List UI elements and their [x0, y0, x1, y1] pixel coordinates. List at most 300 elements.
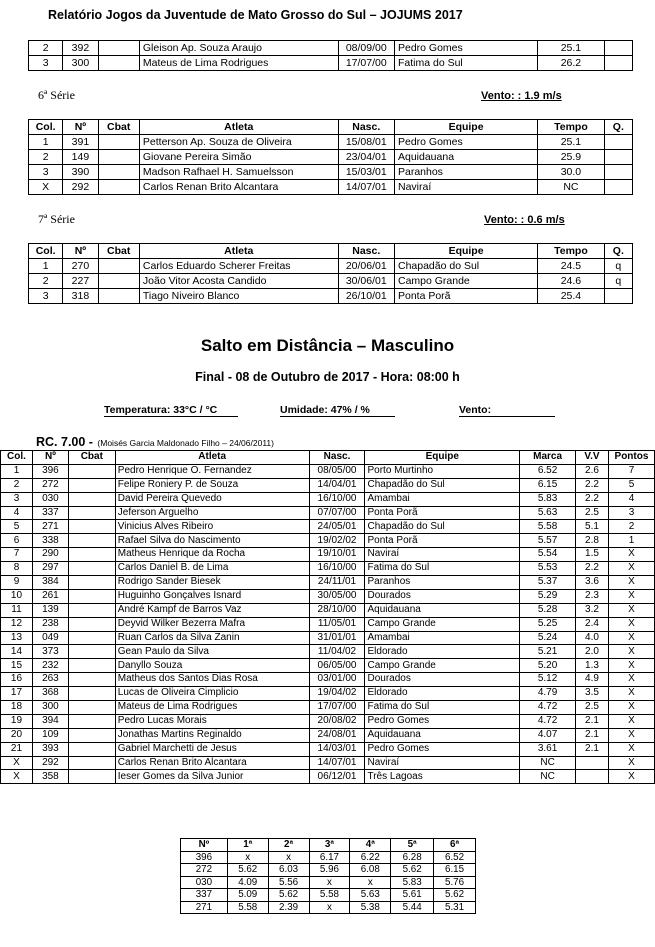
cell-team: Paranhos: [365, 576, 520, 590]
table-row: [29, 56, 633, 71]
cell-attempt: x: [227, 851, 268, 864]
column-header: Cbat: [98, 244, 139, 259]
cell-mark: 5.58: [520, 520, 576, 534]
column-header: Equipe: [394, 244, 537, 259]
cell-cbat: [68, 770, 115, 784]
cell-attempt: 5.61: [391, 889, 434, 902]
cell-nasc: 19/02/02: [309, 534, 365, 548]
cell-num: 338: [32, 534, 68, 548]
cell-nasc: 03/01/00: [309, 673, 365, 687]
cell-pts: 2: [608, 520, 654, 534]
cell-num: 393: [32, 742, 68, 756]
cell-time: 25.1: [538, 41, 605, 56]
cell-wind: 2.4: [576, 617, 609, 631]
table-row: [29, 41, 633, 56]
top-table: [28, 40, 633, 71]
cell-name: Gleison Ap. Souza Araujo: [139, 41, 338, 56]
cell-attempt: 5.62: [391, 864, 434, 877]
cell-col: 13: [1, 631, 33, 645]
cell-team: Chapadão do Sul: [394, 259, 537, 274]
cell-pts: X: [608, 576, 654, 590]
cell-mark: NC: [520, 770, 576, 784]
cell-num: 292: [32, 756, 68, 770]
cell-cbat: [98, 180, 139, 195]
cell-num: 109: [32, 728, 68, 742]
cell-mark: 5.21: [520, 645, 576, 659]
cell-cbat: [68, 534, 115, 548]
cell-team: Naviraí: [365, 548, 520, 562]
cell-col: 18: [1, 701, 33, 715]
cell-nasc: 14/04/01: [309, 478, 365, 492]
cell-col: 2: [29, 41, 63, 56]
cell-pts: X: [608, 714, 654, 728]
column-header: Nasc.: [309, 451, 365, 465]
cell-wind: 2.1: [576, 714, 609, 728]
cell-wind: 2.5: [576, 701, 609, 715]
cell-attempt: 5.62: [434, 889, 476, 902]
cell-mark: 5.20: [520, 659, 576, 673]
cell-cbat: [68, 506, 115, 520]
cell-num: 232: [32, 659, 68, 673]
cell-wind: 2.3: [576, 589, 609, 603]
cell-wind: 3.5: [576, 687, 609, 701]
cell-name: Carlos Renan Brito Alcantara: [139, 180, 338, 195]
cell-mark: 5.57: [520, 534, 576, 548]
attempt-row: [181, 901, 476, 914]
series6-label: 6ª Série: [38, 88, 75, 102]
column-header: Cbat: [68, 451, 115, 465]
cell-nasc: 28/10/00: [309, 603, 365, 617]
cell-cbat: [68, 687, 115, 701]
cell-team: Aquidauana: [365, 603, 520, 617]
cell-pts: X: [608, 742, 654, 756]
cell-name: Lucas de Oliveira Cimplicio: [115, 687, 309, 701]
cell-team: Eldorado: [365, 645, 520, 659]
result-row: [1, 728, 655, 742]
cell-nasc: 06/05/00: [309, 659, 365, 673]
column-header: Pontos: [608, 451, 654, 465]
cell-team: Campo Grande: [365, 617, 520, 631]
cell-col: 21: [1, 742, 33, 756]
event-wind: Vento:: [459, 404, 555, 417]
cell-col: 1: [29, 135, 63, 150]
result-row: [1, 603, 655, 617]
cell-col: 7: [1, 548, 33, 562]
cell-team: Aquidauana: [365, 728, 520, 742]
cell-col: 14: [1, 645, 33, 659]
cell-num: 337: [32, 506, 68, 520]
result-row: [1, 714, 655, 728]
column-header: Nasc.: [338, 244, 394, 259]
cell-cbat: [98, 41, 139, 56]
cell-name: Danyllo Souza: [115, 659, 309, 673]
cell-mark: 5.29: [520, 589, 576, 603]
cell-mark: 6.52: [520, 464, 576, 478]
cell-pts: 5: [608, 478, 654, 492]
cell-nasc: 20/06/01: [338, 259, 394, 274]
cell-nasc: 17/07/00: [338, 56, 394, 71]
cell-cbat: [68, 478, 115, 492]
cell-num: 392: [63, 41, 98, 56]
cell-pts: X: [608, 548, 654, 562]
result-row: [1, 464, 655, 478]
cell-num: 030: [181, 876, 228, 889]
humidity: Umidade: 47% / %: [280, 404, 395, 417]
cell-wind: 2.5: [576, 506, 609, 520]
cell-cbat: [68, 701, 115, 715]
cell-nasc: 30/06/01: [338, 274, 394, 289]
cell-team: Fatima do Sul: [394, 56, 537, 71]
cell-team: Pedro Gomes: [394, 41, 537, 56]
cell-time: 26.2: [538, 56, 605, 71]
cell-nasc: 11/05/01: [309, 617, 365, 631]
cell-name: Gean Paulo da Silva: [115, 645, 309, 659]
cell-mark: 5.25: [520, 617, 576, 631]
cell-name: David Pereira Quevedo: [115, 492, 309, 506]
cell-cbat: [68, 520, 115, 534]
cell-cbat: [98, 56, 139, 71]
cell-team: Campo Grande: [365, 659, 520, 673]
cell-mark: 4.07: [520, 728, 576, 742]
cell-pts: X: [608, 589, 654, 603]
cell-team: Amambai: [365, 492, 520, 506]
cell-nasc: 08/05/00: [309, 464, 365, 478]
cell-num: 394: [32, 714, 68, 728]
cell-col: X: [29, 180, 63, 195]
result-row: [1, 589, 655, 603]
result-row: [1, 701, 655, 715]
event-title: Salto em Distância – Masculino: [200, 336, 455, 355]
cell-col: 12: [1, 617, 33, 631]
attempt-row: [181, 864, 476, 877]
cell-nasc: 14/07/01: [338, 180, 394, 195]
cell-pts: 7: [608, 464, 654, 478]
cell-wind: 2.2: [576, 562, 609, 576]
cell-col: 17: [1, 687, 33, 701]
cell-col: X: [1, 756, 33, 770]
cell-col: 15: [1, 659, 33, 673]
cell-col: 2: [29, 150, 63, 165]
cell-attempt: 5.83: [391, 876, 434, 889]
cell-num: 271: [32, 520, 68, 534]
column-header: Col.: [1, 451, 33, 465]
result-row: [1, 631, 655, 645]
cell-pts: X: [608, 631, 654, 645]
cell-cbat: [68, 562, 115, 576]
cell-cbat: [68, 492, 115, 506]
cell-team: Pedro Gomes: [394, 135, 537, 150]
cell-nasc: 17/07/00: [309, 701, 365, 715]
cell-col: 8: [1, 562, 33, 576]
cell-pts: X: [608, 756, 654, 770]
cell-wind: 2.2: [576, 478, 609, 492]
cell-col: 6: [1, 534, 33, 548]
series7-table: [28, 243, 633, 304]
cell-name: Ruan Carlos da Silva Zanin: [115, 631, 309, 645]
results-table: [0, 450, 655, 784]
cell-wind: 2.0: [576, 645, 609, 659]
cell-cbat: [98, 135, 139, 150]
attempt-row: [181, 876, 476, 889]
cell-attempt: 6.03: [268, 864, 309, 877]
cell-time: 24.6: [538, 274, 605, 289]
result-row: [1, 673, 655, 687]
column-header: Col.: [29, 244, 63, 259]
cell-name: Pedro Henrique O. Fernandez: [115, 464, 309, 478]
cell-col: 20: [1, 728, 33, 742]
cell-num: 390: [63, 165, 98, 180]
cell-team: Chapadão do Sul: [365, 520, 520, 534]
cell-cbat: [98, 259, 139, 274]
cell-name: Carlos Daniel B. de Lima: [115, 562, 309, 576]
cell-name: Matheus Henrique da Rocha: [115, 548, 309, 562]
cell-nasc: 19/10/01: [309, 548, 365, 562]
cell-name: Jeferson Arguelho: [115, 506, 309, 520]
cell-num: 030: [32, 492, 68, 506]
cell-col: 9: [1, 576, 33, 590]
column-header: 2ª: [268, 839, 309, 852]
cell-num: 391: [63, 135, 98, 150]
cell-wind: 2.1: [576, 728, 609, 742]
result-row: [1, 492, 655, 506]
cell-wind: 1.3: [576, 659, 609, 673]
cell-name: Jonathas Martins Reginaldo: [115, 728, 309, 742]
column-header: Nº: [32, 451, 68, 465]
series7-label: 7ª Série: [38, 212, 75, 226]
cell-col: 3: [29, 165, 63, 180]
cell-time: NC: [538, 180, 605, 195]
cell-nasc: 15/03/01: [338, 165, 394, 180]
cell-attempt: 5.58: [309, 889, 350, 902]
cell-mark: 3.61: [520, 742, 576, 756]
cell-pts: X: [608, 673, 654, 687]
cell-attempt: 5.38: [350, 901, 391, 914]
attempt-row: [181, 889, 476, 902]
result-row: [1, 617, 655, 631]
cell-name: Vinicius Alves Ribeiro: [115, 520, 309, 534]
column-header: 1ª: [227, 839, 268, 852]
cell-cbat: [98, 289, 139, 304]
result-row: [1, 659, 655, 673]
cell-mark: 6.15: [520, 478, 576, 492]
cell-nasc: 30/05/00: [309, 589, 365, 603]
cell-name: João Vitor Acosta Candido: [139, 274, 338, 289]
cell-name: Gabriel Marchetti de Jesus: [115, 742, 309, 756]
cell-cbat: [68, 742, 115, 756]
cell-cbat: [68, 728, 115, 742]
cell-q: q: [604, 274, 632, 289]
cell-num: 368: [32, 687, 68, 701]
result-row: [1, 562, 655, 576]
result-row: [1, 478, 655, 492]
cell-attempt: x: [309, 901, 350, 914]
table-row: [29, 165, 633, 180]
column-header: Nº: [181, 839, 228, 852]
cell-team: Naviraí: [394, 180, 537, 195]
cell-q: q: [604, 259, 632, 274]
temperature: Temperatura: 33°C / °C: [104, 404, 238, 417]
table-row: [29, 274, 633, 289]
table-row: [29, 259, 633, 274]
cell-name: Matheus dos Santos Dias Rosa: [115, 673, 309, 687]
column-header: Nasc.: [338, 120, 394, 135]
cell-mark: 5.83: [520, 492, 576, 506]
cell-nasc: 31/01/01: [309, 631, 365, 645]
cell-nasc: 14/03/01: [309, 742, 365, 756]
cell-nasc: 24/11/01: [309, 576, 365, 590]
cell-name: Rafael Silva do Nascimento: [115, 534, 309, 548]
cell-num: 396: [181, 851, 228, 864]
result-row: [1, 576, 655, 590]
column-header: Nº: [63, 120, 98, 135]
cell-name: Rodrigo Sander Biesek: [115, 576, 309, 590]
cell-wind: 5.1: [576, 520, 609, 534]
cell-team: Dourados: [365, 673, 520, 687]
cell-name: Mateus de Lima Rodrigues: [115, 701, 309, 715]
cell-mark: 4.79: [520, 687, 576, 701]
cell-attempt: 5.09: [227, 889, 268, 902]
series6-wind: Vento: : 1.9 m/s: [481, 90, 562, 102]
header-row: [1, 451, 655, 465]
table-row: [29, 135, 633, 150]
cell-pts: X: [608, 687, 654, 701]
cell-attempt: x: [268, 851, 309, 864]
cell-name: Pedro Lucas Morais: [115, 714, 309, 728]
column-header: Atleta: [139, 244, 338, 259]
cell-team: Três Lagoas: [365, 770, 520, 784]
result-row: [1, 742, 655, 756]
attempt-row: [181, 851, 476, 864]
result-row: [1, 534, 655, 548]
cell-name: Tiago Niveiro Blanco: [139, 289, 338, 304]
cell-team: Paranhos: [394, 165, 537, 180]
cell-time: 25.4: [538, 289, 605, 304]
cell-name: Felipe Roniery P. de Souza: [115, 478, 309, 492]
cell-cbat: [98, 165, 139, 180]
cell-team: Pedro Gomes: [365, 714, 520, 728]
cell-team: Eldorado: [365, 687, 520, 701]
cell-q: [604, 41, 632, 56]
cell-cbat: [68, 617, 115, 631]
cell-name: Mateus de Lima Rodrigues: [139, 56, 338, 71]
table-row: [29, 150, 633, 165]
cell-nasc: 19/04/02: [309, 687, 365, 701]
cell-wind: 2.2: [576, 492, 609, 506]
cell-cbat: [68, 603, 115, 617]
cell-attempt: 2.39: [268, 901, 309, 914]
cell-team: Ponta Porã: [365, 506, 520, 520]
cell-attempt: 5.58: [227, 901, 268, 914]
cell-num: 358: [32, 770, 68, 784]
cell-attempt: 5.96: [309, 864, 350, 877]
column-header: Marca: [520, 451, 576, 465]
cell-num: 290: [32, 548, 68, 562]
column-header: Q.: [604, 120, 632, 135]
cell-attempt: 5.44: [391, 901, 434, 914]
cell-num: 049: [32, 631, 68, 645]
cell-nasc: 24/08/01: [309, 728, 365, 742]
cell-pts: X: [608, 603, 654, 617]
cell-attempt: 4.09: [227, 876, 268, 889]
cell-team: Fatima do Sul: [365, 562, 520, 576]
cell-num: 227: [63, 274, 98, 289]
cell-team: Porto Murtinho: [365, 464, 520, 478]
table-row: [29, 180, 633, 195]
cell-cbat: [68, 756, 115, 770]
cell-name: André Kampf de Barros Vaz: [115, 603, 309, 617]
cell-attempt: 6.08: [350, 864, 391, 877]
column-header: 4ª: [350, 839, 391, 852]
cell-cbat: [98, 274, 139, 289]
cell-nasc: 06/12/01: [309, 770, 365, 784]
result-row: [1, 770, 655, 784]
cell-pts: 4: [608, 492, 654, 506]
record-label: RC. 7.00 -: [36, 435, 93, 449]
report-title: Relatório Jogos da Juventude de Mato Grosso do Sul – JOJUMS 2017: [48, 8, 463, 22]
cell-cbat: [68, 659, 115, 673]
column-header: Equipe: [365, 451, 520, 465]
cell-team: Ponta Porã: [365, 534, 520, 548]
result-row: [1, 520, 655, 534]
cell-cbat: [68, 576, 115, 590]
table-row: [29, 289, 633, 304]
cell-col: 3: [1, 492, 33, 506]
cell-attempt: 5.62: [227, 864, 268, 877]
result-row: [1, 687, 655, 701]
cell-name: Deyvid Wilker Bezerra Mafra: [115, 617, 309, 631]
cell-cbat: [68, 645, 115, 659]
cell-pts: X: [608, 701, 654, 715]
cell-num: 263: [32, 673, 68, 687]
cell-nasc: 11/04/02: [309, 645, 365, 659]
column-header: Cbat: [98, 120, 139, 135]
cell-wind: [576, 756, 609, 770]
cell-name: Huguinho Gonçalves Isnard: [115, 589, 309, 603]
cell-num: 384: [32, 576, 68, 590]
cell-num: 272: [32, 478, 68, 492]
cell-num: 261: [32, 589, 68, 603]
cell-col: 11: [1, 603, 33, 617]
cell-time: 25.1: [538, 135, 605, 150]
cell-num: 396: [32, 464, 68, 478]
cell-team: Pedro Gomes: [365, 742, 520, 756]
cell-mark: 4.72: [520, 701, 576, 715]
cell-attempt: 6.28: [391, 851, 434, 864]
cell-name: Ieser Gomes da Silva Junior: [115, 770, 309, 784]
cell-col: 10: [1, 589, 33, 603]
cell-name: Carlos Renan Brito Alcantara: [115, 756, 309, 770]
cell-mark: 5.53: [520, 562, 576, 576]
cell-attempt: 5.62: [268, 889, 309, 902]
column-header: 6ª: [434, 839, 476, 852]
event-subtitle: Final - 08 de Outubro de 2017 - Hora: 08:00 h: [195, 370, 460, 384]
column-header: Tempo: [538, 120, 605, 135]
cell-num: 272: [181, 864, 228, 877]
column-header: Tempo: [538, 244, 605, 259]
cell-attempt: 5.56: [268, 876, 309, 889]
cell-num: 300: [32, 701, 68, 715]
cell-wind: 4.0: [576, 631, 609, 645]
cell-wind: 3.2: [576, 603, 609, 617]
cell-name: Giovane Pereira Simão: [139, 150, 338, 165]
cell-nasc: 07/07/00: [309, 506, 365, 520]
cell-nasc: 20/08/02: [309, 714, 365, 728]
cell-wind: 2.1: [576, 742, 609, 756]
column-header: Atleta: [139, 120, 338, 135]
cell-col: X: [1, 770, 33, 784]
cell-nasc: 24/05/01: [309, 520, 365, 534]
cell-attempt: 6.15: [434, 864, 476, 877]
